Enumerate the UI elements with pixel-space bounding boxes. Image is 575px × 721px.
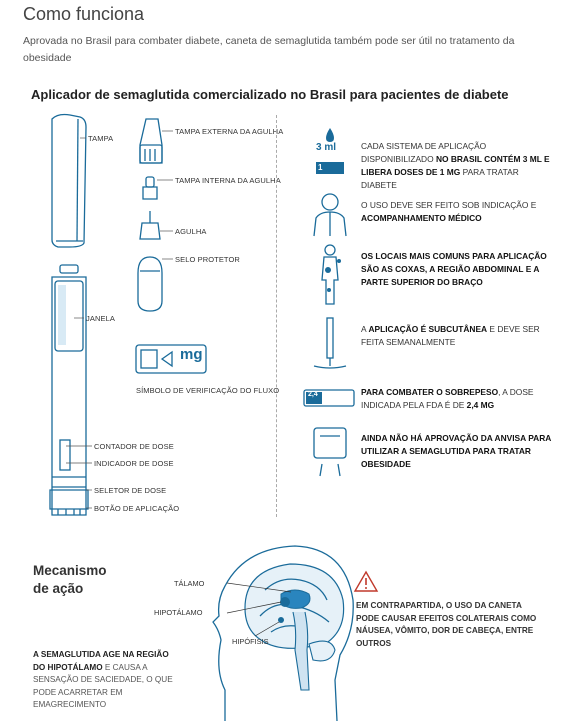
page-subtitle: Aprovada no Brasil para combater diabete, caneta de semaglutida também pode ser útil no tratamento da obesidade: [23, 35, 515, 64]
label-indicador: INDICADOR DE DOSE: [94, 459, 174, 468]
inner-needle-cap-drawing: [143, 177, 157, 199]
fact-icons: [300, 120, 360, 480]
label-simbolo: SÍMBOLO DE VERIFICAÇÃO DO FLUXO: [136, 386, 280, 395]
label-agulha: AGULHA: [175, 227, 207, 236]
page-title: Como funciona: [23, 4, 145, 24]
mg1-icon-text: 1: [318, 163, 323, 172]
warning-text: EM CONTRAPARTIDA, O USO DA CANETA PODE CAUSAR EFEITOS COLATERAIS COMO NÁUSEA, VÔMITO, DOR DE CABEÇA, ENTRE OUTROS: [356, 601, 537, 648]
flow-symbol-mg: mg: [180, 346, 203, 363]
injection-pen-icon: [314, 318, 346, 368]
protective-seal-drawing: [138, 257, 162, 311]
head-brain-illustration: [205, 540, 355, 721]
label-hipotalamo: HIPOTÁLAMO: [154, 608, 203, 617]
mechanism-text: A SEMAGLUTIDA AGE NA REGIÃO DO HIPOTÁLAMO E CAUSA A SENSAÇÃO DE SACIEDADE, O QUE PODE ACARRETAR EM EMAGRECIMENTO: [33, 650, 173, 709]
scale-icon: [314, 428, 346, 476]
fact-2: O USO DEVE SER FEITO SOB INDICAÇÃO E ACOMPANHAMENTO MÉDICO: [361, 200, 537, 223]
ml-icon-text: 3 ml: [316, 142, 337, 153]
label-contador: CONTADOR DE DOSE: [94, 442, 174, 451]
label-tampa: TAMPA: [88, 134, 114, 143]
label-tampa-interna: TAMPA INTERNA DA AGULHA: [175, 176, 281, 185]
label-hipofisis: HIPÓFISIS: [232, 637, 269, 646]
fact-6: AINDA NÃO HÁ APROVAÇÃO DA ANVISA PARA UTILIZAR A SEMAGLUTIDA PARA TRATAR OBESIDADE: [361, 433, 551, 469]
label-tampa-externa: TAMPA EXTERNA DA AGULHA: [175, 127, 284, 136]
doctor-icon: [314, 194, 346, 236]
outer-needle-cap-drawing: [140, 119, 162, 163]
label-selo: SELO PROTETOR: [175, 255, 240, 264]
divider: [276, 115, 277, 517]
mechanism-title: Mecanismo de ação: [33, 563, 107, 596]
label-seletor: SELETOR DE DOSE: [94, 486, 167, 495]
needle-drawing: [140, 211, 160, 239]
fact-5: PARA COMBATER O SOBREPESO, A DOSE INDICADA PELA FDA É DE 2,4 MG: [361, 387, 534, 410]
pen-body-drawing: [50, 265, 88, 515]
pen-cap-drawing: [52, 115, 86, 248]
label-janela: JANELA: [86, 314, 115, 323]
fact-1: CADA SISTEMA DE APLICAÇÃO DISPONIBILIZADO NO BRASIL CONTÉM 3 ML E LIBERA DOSES DE 1 MG PARA TRATAR DIABETE: [361, 141, 550, 190]
fact-4: A APLICAÇÃO É SUBCUTÂNEA E DEVE SER FEITA SEMANALMENTE: [361, 324, 540, 347]
section-title: Aplicador de semaglutida comercializado no Brasil para pacientes de diabete: [31, 87, 509, 102]
label-talamo: TÁLAMO: [174, 579, 205, 588]
body-icon: [322, 245, 341, 304]
warning-icon: [353, 570, 379, 594]
dose24-icon-text: 2,4: [308, 391, 318, 398]
label-botao: BOTÃO DE APLICAÇÃO: [94, 504, 180, 513]
fact-3: OS LOCAIS MAIS COMUNS PARA APLICAÇÃO SÃO AS COXAS, A REGIÃO ABDOMINAL E A PARTE SUPERIOR DO BRAÇO: [361, 251, 547, 287]
